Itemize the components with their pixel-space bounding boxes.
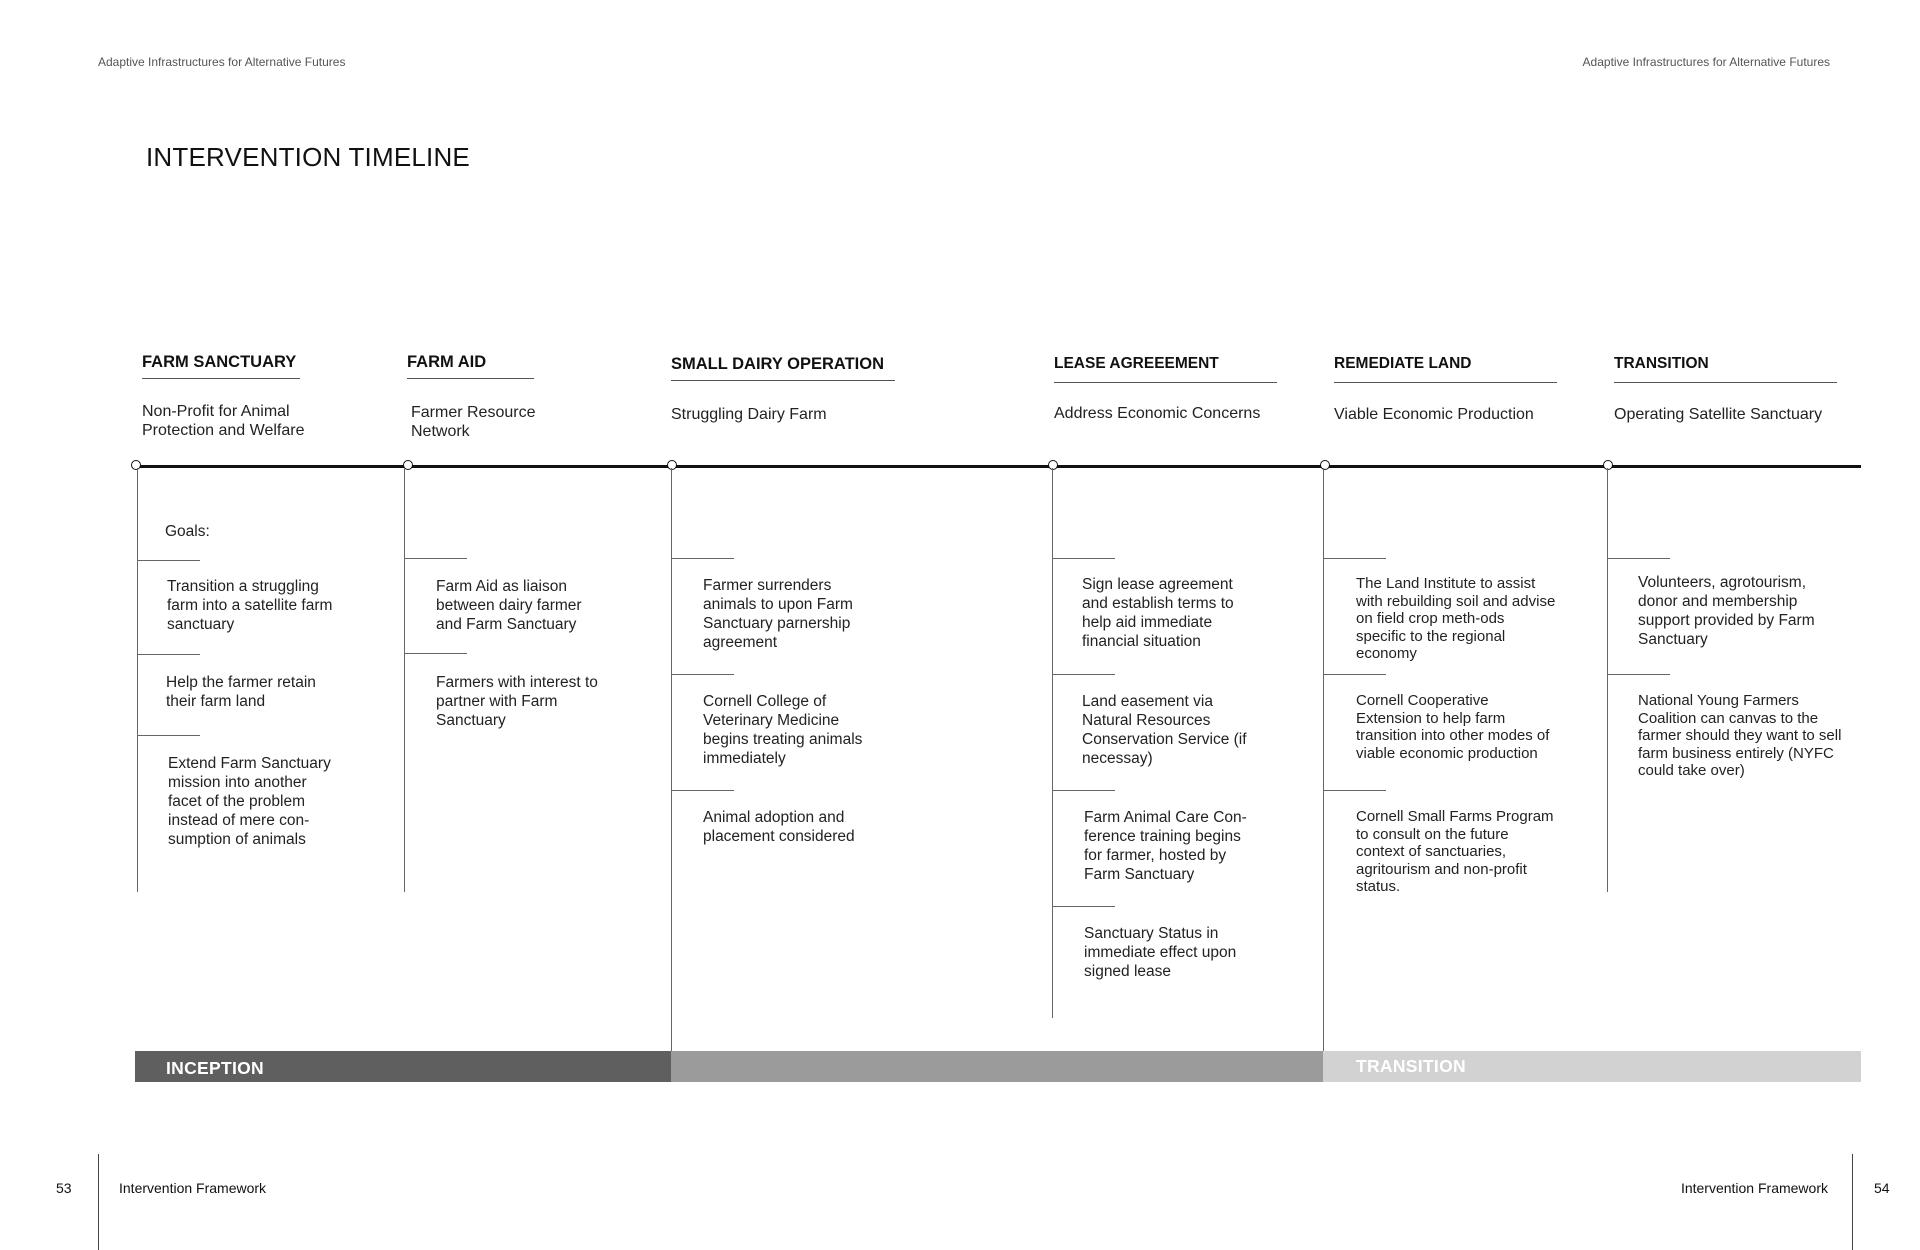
timeline-item: National Young Farmers Coalition can canvas to the farmer should they want to sell farm business entirely (NYFC could take over) [1638,692,1842,779]
column-subtitle: Farmer Resource Network [411,404,536,440]
phase-label-transition: TRANSITION [1356,1056,1466,1076]
timeline-node [131,460,141,470]
timeline-stem [671,468,672,1051]
page-title: INTERVENTION TIMELINE [146,142,470,172]
footer-divider-left [98,1154,99,1250]
tick [137,560,200,561]
timeline-item: Extend Farm Sanctuary mission into another facet of the problem instead of mere con-sumption of animals [168,755,331,848]
timeline-node [1320,460,1330,470]
tick [671,674,734,675]
tick [1052,558,1115,559]
running-header-right: Adaptive Infrastructures for Alternative Futures [1582,55,1830,69]
tick [1323,558,1386,559]
timeline-node [667,460,677,470]
timeline-item: Cornell Small Farms Program to consult on the future context of sanctuaries, agritourism and non-profit status. [1356,808,1554,895]
timeline-item: Help the farmer retain their farm land [166,674,316,710]
tick [1052,906,1115,907]
column-title: TRANSITION [1614,355,1709,372]
timeline-node [1603,460,1613,470]
timeline-stem [404,468,405,892]
timeline-item: Sanctuary Status in immediate effect upon signed lease [1084,925,1237,980]
tick [404,558,467,559]
column-title-rule [1614,382,1837,383]
tick [1323,674,1386,675]
timeline-item: Volunteers, agrotourism, donor and membership support provided by Farm Sanctuary [1638,574,1815,648]
tick [1323,790,1386,791]
column-title-rule [142,378,300,379]
timeline-item: Cornell Cooperative Extension to help farm transition into other modes of viable economic production [1356,692,1550,762]
timeline-item: The Land Institute to assist with rebuilding soil and advise on field crop meth-ods specific to the regional economy [1356,575,1556,662]
column-title: FARM SANCTUARY [142,353,297,371]
phase-label-inception: INCEPTION [166,1058,264,1078]
tick [1052,674,1115,675]
tick [671,558,734,559]
timeline-item: Land easement via Natural Resources Conservation Service (if necessay) [1082,693,1247,767]
footer-section-left: Intervention Framework [119,1180,267,1196]
timeline-stem [137,468,138,892]
tick [137,735,200,736]
column-title-rule [671,380,895,381]
timeline-item: Farm Aid as liaison between dairy farmer and Farm Sanctuary [436,578,582,633]
timeline-stem [1607,468,1608,892]
column-title: SMALL DAIRY OPERATION [671,355,884,373]
timeline-stem [1323,468,1324,1051]
footer-divider-right [1852,1154,1853,1250]
tick [671,790,734,791]
timeline-item: Cornell College of Veterinary Medicine begins treating animals immediately [703,693,863,767]
column-title-rule [1054,382,1277,383]
column-title: REMEDIATE LAND [1334,355,1472,372]
tick [137,654,200,655]
timeline-item: Farm Animal Care Con-ference training begins for farmer, hosted by Farm Sanctuary [1084,809,1247,883]
timeline-item: Sign lease agreement and establish terms to help aid immediate financial situation [1082,576,1234,650]
column-subtitle: Address Economic Concerns [1054,405,1261,422]
column-subtitle: Non-Profit for Animal Protection and Welfare [142,403,305,439]
column-title: LEASE AGREEEMENT [1054,355,1219,372]
column-subtitle: Viable Economic Production [1334,406,1534,423]
tick [1052,790,1115,791]
footer-section-right: Intervention Framework [1680,1180,1828,1196]
column-subtitle: Operating Satellite Sanctuary [1614,406,1823,423]
tick [404,653,467,654]
page-number-left: 53 [56,1180,72,1196]
column-title-rule [1334,382,1557,383]
timeline-stem [1052,468,1053,1018]
column-subtitle: Struggling Dairy Farm [671,406,827,423]
phase-bar-middle [671,1051,1323,1082]
timeline-item: Animal adoption and placement considered [703,809,855,845]
column-title-rule [407,378,534,379]
timeline-item: Farmer surrenders animals to upon Farm Sanctuary parnership agreement [703,577,853,651]
tick [1607,674,1670,675]
timeline-item: Transition a struggling farm into a satellite farm sanctuary [167,578,333,633]
timeline-node [1048,460,1058,470]
tick [1607,558,1670,559]
goals-label: Goals: [165,523,210,540]
timeline-item: Farmers with interest to partner with Farm Sanctuary [436,674,598,729]
page-number-right: 54 [1874,1180,1890,1196]
running-header-left: Adaptive Infrastructures for Alternative Futures [98,55,346,69]
column-title: FARM AID [407,353,487,371]
